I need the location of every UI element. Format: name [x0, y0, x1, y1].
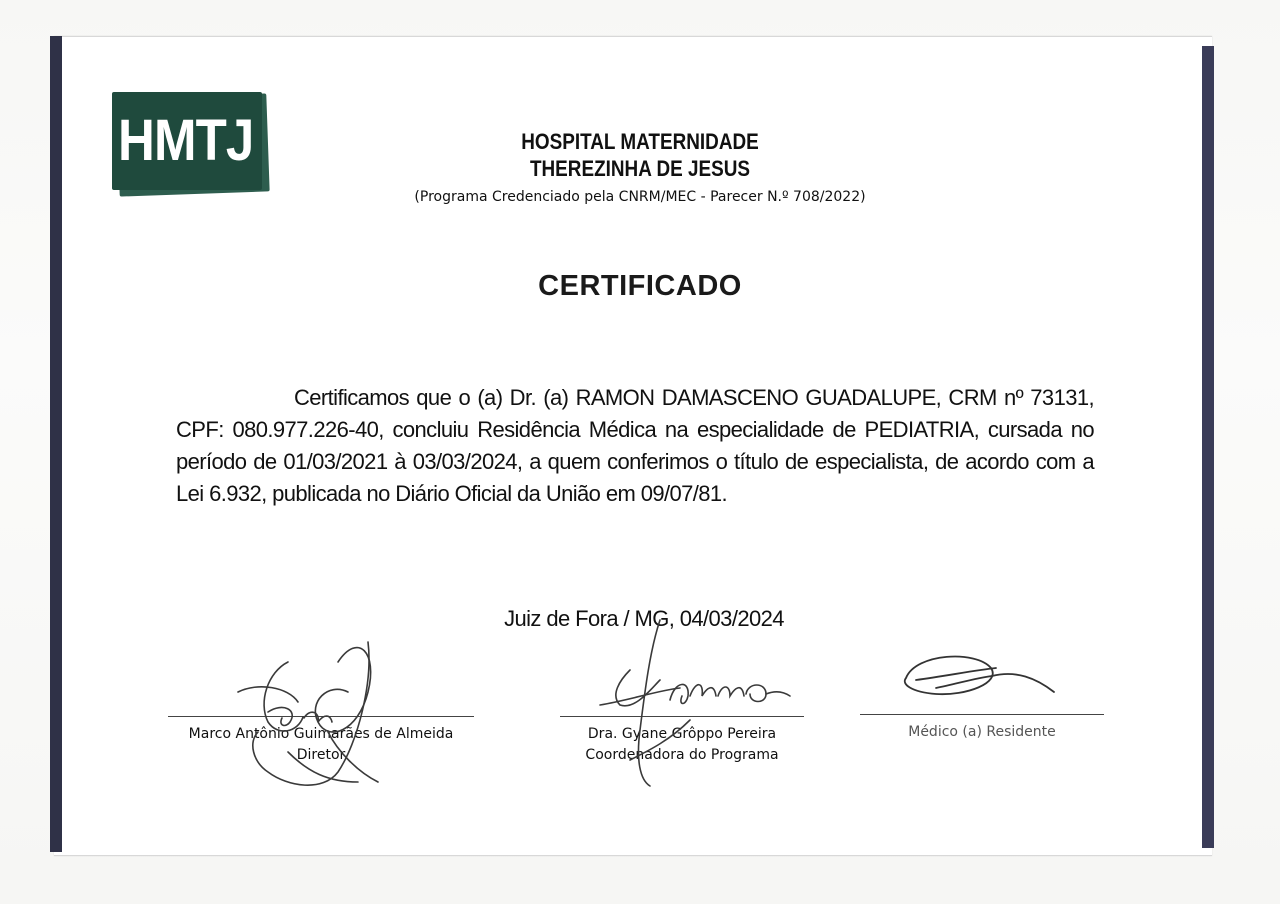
- certificate-title: CERTIFICADO: [538, 270, 742, 302]
- signer-role: Coordenadora do Programa: [585, 747, 779, 763]
- certificate-body: Certificamos que o (a) Dr. (a) RAMON DAMASCENO GUADALUPE, CRM nº 73131, CPF: 080.977.226-40, concluiu Residência Médica na especialidade de PEDIATRIA, cursada no período de 01/03/2021 à 03/03/2024, a quem conferimos o título de especialista, de acordo com a Lei 6.932, publicada no Diário Oficial da União em 09/07/81.: [176, 385, 1094, 506]
- certificate-header: [390, 128, 890, 206]
- signer-role: Diretor: [296, 747, 346, 763]
- place-and-date: Juiz de Fora / MG, 04/03/2024: [504, 606, 784, 631]
- signature-block-coordinator: [560, 716, 804, 766]
- accreditation-note: (Programa Credenciado pela CNRM/MEC - Parecer N.º 708/2022): [414, 189, 866, 205]
- signature-line: [168, 716, 474, 717]
- left-border-bar: [50, 36, 62, 852]
- signature-line: [560, 716, 804, 717]
- hospital-name-line1: HOSPITAL MATERNIDADE: [521, 129, 759, 154]
- hmtj-logo: [112, 92, 272, 196]
- signer-name: Dra. Gyane Grôppo Pereira: [587, 726, 777, 742]
- right-border-bar: [1202, 46, 1214, 848]
- signature-block-director: [168, 716, 474, 766]
- logo-text: HMTJ: [118, 108, 254, 173]
- signature-block-resident: [860, 714, 1104, 743]
- hospital-name-line2: THEREZINHA DE JESUS: [529, 156, 751, 181]
- signer-name: Médico (a) Residente: [908, 724, 1056, 740]
- signer-name: Marco Antônio Guimarães de Almeida: [188, 726, 454, 742]
- signature-line: [860, 714, 1104, 715]
